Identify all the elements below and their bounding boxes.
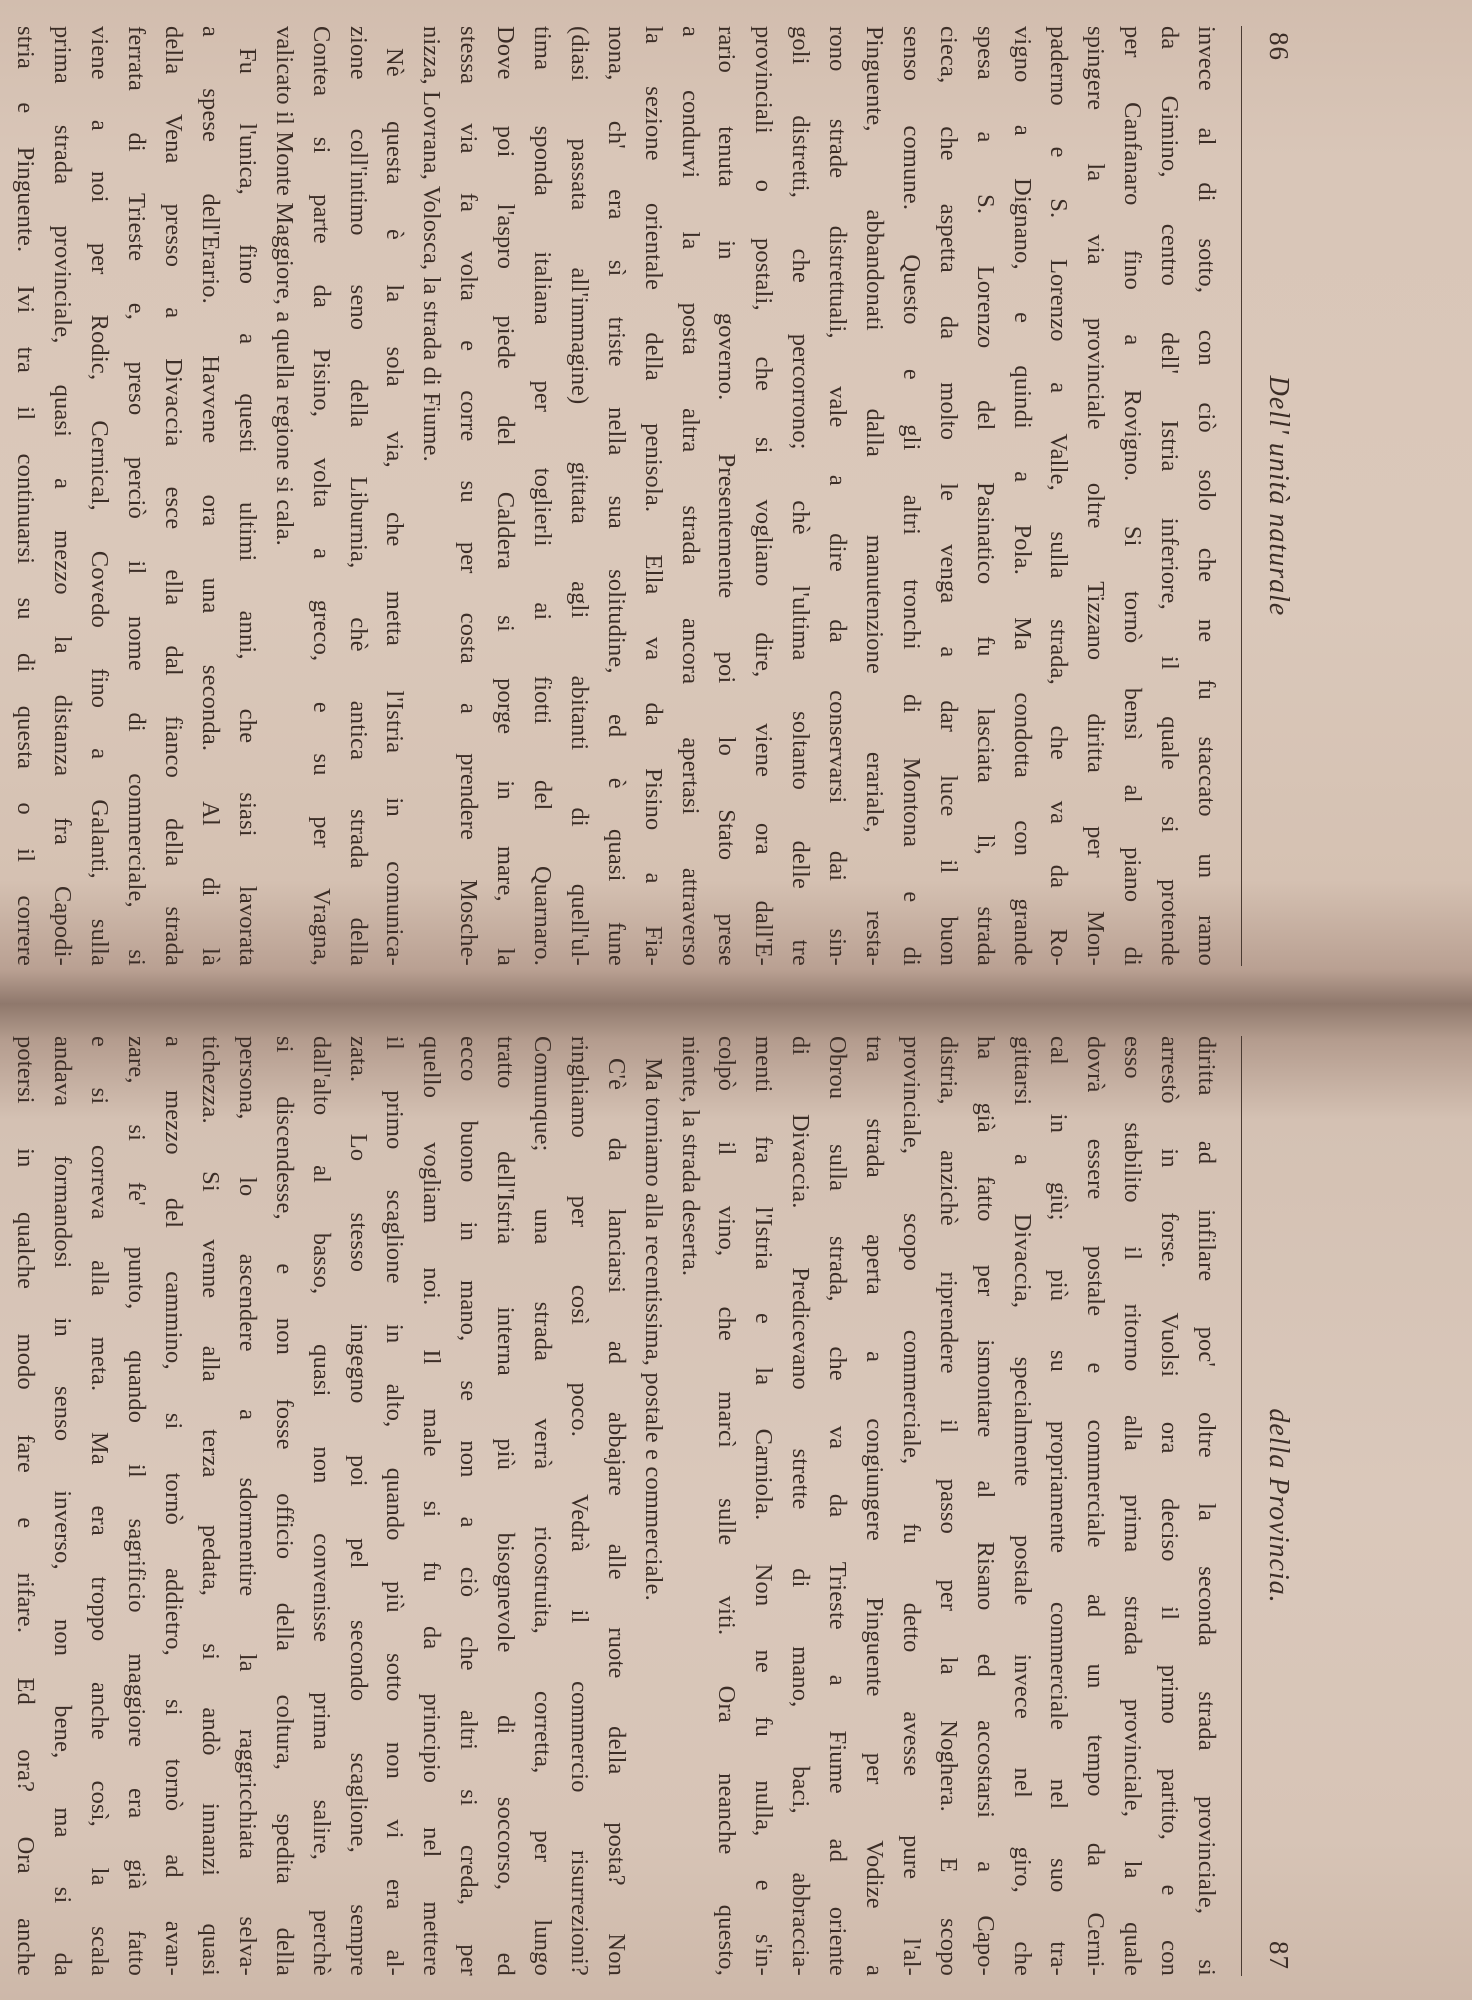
text-line: paderno e S. Lorenzo a Valle, sulla strada, che va da Ro- (1045, 26, 1073, 966)
text-line: si discendesse, e non fosse officio della coltura, spedita della (270, 1036, 298, 1976)
text-line: la sezione orientale della penisola. Ella va da Pisino a Fia- (639, 26, 667, 966)
text-line: per Canfanaro fino a Rovigno. Si tornò bensì al piano di (1119, 26, 1147, 966)
text-line: a condurvi la posta altra strada ancora apertasi attraverso (676, 26, 704, 966)
text-line: provinciale, scopo commerciale, fu detto avesse pure l'al- (897, 1036, 925, 1976)
text-line: il primo scaglione in alto, quando più sotto non vi era al- (381, 1036, 409, 1976)
text-line: di Divaccia. Predicevano strette di mano, baci, abbraccia- (787, 1036, 815, 1976)
text-line: della Vena presso a Divaccia esce ella dal fianco della strada (160, 26, 188, 966)
text-line: Pinguente, abbandonati dalla manutenzione erariale, resta- (860, 26, 888, 966)
text-line: C'è da lanciarsi ad abbajare alle ruote della posta? Non (602, 1058, 630, 1976)
text-line: provinciali o postali, che si vogliano dire, viene ora dall'E- (750, 26, 778, 966)
text-line: tratto dell'Istria interna più bisognevole di soccorso, ed (492, 1036, 520, 1976)
text-line: ha già fatto per ismontare al Risano ed accostarsi a Capo- (971, 1036, 999, 1976)
running-head (1240, 1036, 1296, 1976)
text-line: colpò il vino, che marcì sulle viti. Ora neanche questo, (713, 1036, 741, 1976)
text-line: menti fra l'Istria e la Carniola. Non ne fu nulla, e s'in- (750, 1036, 778, 1976)
text-line: goli distretti, che percorrono; chè l'ultima soltanto delle tre (787, 26, 815, 966)
body-text (7, 1036, 1224, 1976)
text-line: tichezza. Si venne alla terza pedata, si andò innanzi quasi (196, 1036, 224, 1976)
text-line: ecco buono in mano, se non a ciò che altri si creda, per (455, 1036, 483, 1976)
text-line: Nè questa è la sola via, che metta l'Istria in comunica- (381, 48, 409, 966)
text-line: invece al di sotto, con ciò solo che ne fu staccato un ramo (1193, 26, 1220, 966)
text-line: Fu l'unica, fino a questi ultimi anni, che siasi lavorata (233, 48, 261, 966)
text-line: distria, anzichè riprendere il passo per la Noghera. E scopo (934, 1036, 962, 1976)
text-line: Contea si parte da Pisino, volta a greco, e su per Vragna, (307, 26, 335, 966)
text-line: zata. Lo stesso ingegno poi pel secondo scaglione, sempre (344, 1036, 372, 1976)
running-title: Dell' unità naturale (1263, 375, 1294, 617)
text-line: spingere la via provinciale oltre Tizzano diritta per Mon- (1082, 26, 1110, 966)
text-line: vigno a Dignano, e quindi a Pola. Ma condotta con grande (1008, 26, 1036, 966)
header-rule (1241, 26, 1242, 966)
text-line: dall'alto al basso, quasi non convenisse prima salire, perchè (307, 1036, 335, 1976)
text-line: andava formandosi in senso inverso, non bene, ma si da (49, 1036, 77, 1976)
text-line: tima sponda italiana per toglierli ai fiotti del Quarnaro. (528, 26, 556, 966)
page-number: 86 (1264, 32, 1294, 61)
text-line: Dove poi l'aspro piede del Caldera si porge in mare, la (492, 26, 520, 966)
text-line: Comunque; una strada verrà ricostruita, corretta, per lungo (528, 1036, 556, 1976)
text-line: (diasi passata all'immagine) gittata agli abitanti di quell'ul- (565, 26, 593, 966)
text-line: Ma torniamo alla recentissima, postale e commerciale. (639, 1058, 667, 1601)
text-line: a spese dell'Erario. Havvene ora una seconda. Al di là (196, 26, 224, 966)
right-page (12, 1036, 1296, 1976)
text-line: valicato il Monte Maggiore, a quella regione si cala. (270, 26, 298, 546)
text-line: quello vogliam noi. Il male si fu da principio nel mettere (418, 1036, 446, 1976)
text-line: niente, la strada deserta. (676, 1036, 704, 1277)
page-number: 87 (1264, 1941, 1294, 1970)
text-line: prima strada provinciale, quasi a mezzo la distanza fra Capodi- (49, 26, 77, 966)
text-line: e si correva alla meta. Ma era troppo anche così, la scala (86, 1036, 114, 1976)
text-line: dovrà essere postale e commerciale ad un tempo da Cerni- (1082, 1036, 1110, 1976)
text-line: da Gimino, centro dell' Istria inferiore, il quale si protende (1156, 26, 1184, 966)
text-line: arrestò in forse. Vuolsi ora deciso il primo partito, e con (1156, 1036, 1184, 1976)
body-text (7, 26, 1224, 966)
text-line: Obrou sulla strada, che va da Trieste a Fiume ad oriente (824, 1036, 852, 1976)
text-line: ferrata di Trieste e, preso perciò il nome di commerciale, si (123, 26, 151, 966)
text-line: gittarsi a Divaccia, specialmente postale invece nel giro, che (1008, 1036, 1036, 1976)
running-head (1240, 26, 1296, 966)
text-line: zione coll'intimo seno della Liburnia, chè antica strada della (344, 26, 372, 966)
text-line: stria e Pinguente. Ivi tra il continuarsi su di questa o il correre (12, 26, 40, 966)
text-line: diritta ad infilare poc' oltre la seconda strada provinciale, si (1193, 1036, 1220, 1976)
text-line: nona, ch' era sì triste nella sua solitudine, ed è quasi fune (602, 26, 630, 966)
running-title: della Provincia. (1263, 1408, 1294, 1604)
header-rule (1241, 1036, 1242, 1976)
text-line: viene a noi per Rodic, Cernical, Covedo fino a Galanti, sulla (86, 26, 114, 966)
text-line: cal in giù; più su propriamente commerciale nel suo tra- (1045, 1036, 1073, 1976)
text-line: stessa via fa volta e corre su per costa a prendere Mosche- (455, 26, 483, 966)
text-line: zare, si fe' punto, quando il sagrificio maggiore era già fatto (123, 1036, 151, 1976)
text-line: persona, lo ascendere a sdormentire la raggricchiata selva- (233, 1036, 261, 1976)
text-line: tra strada aperta a congiungere Pinguente per Vodize a (860, 1036, 888, 1976)
text-line: cieca, che aspetta da molto le venga a dar luce il buon (934, 26, 962, 966)
left-page (12, 26, 1296, 966)
text-line: rario tenuta in governo. Presentemente poi lo Stato prese (713, 26, 741, 966)
text-line: potersi in qualche modo fare e rifare. Ed ora? Ora anche (12, 1036, 40, 1976)
text-line: ringhiamo per così poco. Vedrà il commercio risurrezioni? (565, 1036, 593, 1976)
text-line: a mezzo del cammino, si tornò addietro, si tornò ad avan- (160, 1036, 188, 1976)
text-line: spesa a S. Lorenzo del Pasinatico fu lasciata lì, strada (971, 26, 999, 966)
text-line: rono strade distrettuali, vale a dire da conservarsi dai sin- (824, 26, 852, 966)
text-line: nizza, Lovrana, Volosca, la strada di Fiume. (418, 26, 446, 462)
text-line: senso comune. Questo e gli altri tronchi di Montona e di (897, 26, 925, 966)
text-line: esso stabilito il ritorno alla prima strada provinciale, la quale (1119, 1036, 1147, 1976)
